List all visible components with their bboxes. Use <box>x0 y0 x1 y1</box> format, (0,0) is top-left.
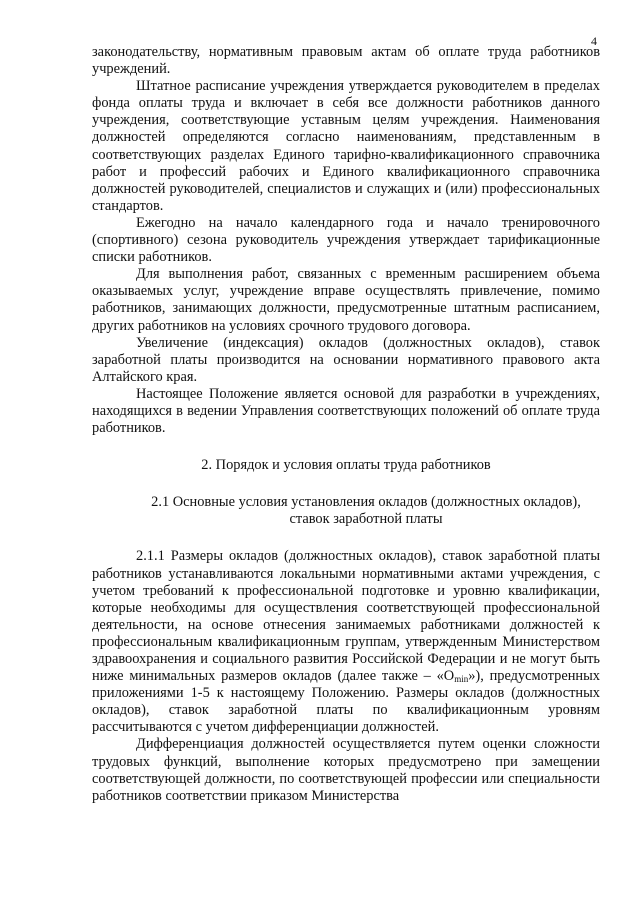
section-2-1-heading-line-2: ставок заработной платы <box>289 511 443 528</box>
paragraph-basis: Настоящее Положение является основой для разработки в учреждениях, находящихся в ведении Управления соответствующих положений об оплате труда работников. <box>92 385 600 437</box>
page-number: 4 <box>591 34 597 48</box>
paragraph-2-1-1-text-b: »), предусмотренных приложениями 1-5 к настоящему Положению. Размеры окладов (должностных окладов), ставок заработной платы по квалификационным уровням рассчитываются с учетом дифференциации должностей. <box>92 668 600 736</box>
paragraph-continuation: законодательству, нормативным правовым актам об оплате труда работников учреждений. <box>92 44 600 78</box>
omin-symbol <box>444 668 468 684</box>
paragraph-differentiation: Дифференциация должностей осуществляется путем оценки сложности трудовых функций, выполнение которых предусмотрено при замещении соответствующей должности, по соответствующей профессии или специальности работников соответствии приказом Министерства <box>92 736 600 804</box>
omin-letter: О <box>443 668 455 685</box>
section-2-1-heading-line-1: 2.1 Основные условия установления окладов (должностных окладов), <box>151 494 581 511</box>
paragraph-temporary-work: Для выполнения работ, связанных с временным расширением объема оказываемых услуг, учреждение вправе осуществлять привлечение, помимо работников, занимающих должности, предусмотренные штатным расписанием, других работников на условиях срочного трудового договора. <box>92 266 600 334</box>
section-2-1-heading <box>92 494 600 528</box>
document-body <box>92 44 600 805</box>
paragraph-2-1-1-text-a: 2.1.1 Размеры окладов (должностных окладов), ставок заработной платы работников устанавливаются локальными нормативными актами учреждения, с учетом требований к профессиональной подготовке и уровню квалификации, которые необходимы для осуществления соответствующей профессиональной деятельности, на основе отнесения занимаемых работниками должностей к профессиональным квалификационным группам, утвержденным Министерством здравоохранения и социального развития Российской Федерации и не могут быть ниже минимальных размеров окладов (далее также – « <box>92 548 600 685</box>
paragraph-indexation: Увеличение (индексация) окладов (должностных окладов), ставок заработной платы производится на основании нормативного правового акта Алтайского края. <box>92 334 600 385</box>
paragraph-annual-lists: Ежегодно на начало календарного года и начало тренировочного (спортивного) сезона руководитель учреждения утверждает тарификационные списки работников. <box>92 214 600 266</box>
omin-subscript: min <box>454 674 469 685</box>
paragraph-staff-schedule: Штатное расписание учреждения утверждается руководителем в пределах фонда оплаты труда и включает в себя все должности работников данного учреждения, соответствующие уставным целям учреждения. Наименования должностей определяются согласно наименованиям, представленным в соответствующих разделах Единого тарифно-квалификационного справочника работ и профессий рабочих и Единого квалификационного справочника должностей руководителей, специалистов и служащих и (или) профессиональных стандартов. <box>92 78 600 214</box>
paragraph-2-1-1 <box>92 548 600 736</box>
section-2-heading: 2. Порядок и условия оплаты труда работников <box>201 457 491 474</box>
